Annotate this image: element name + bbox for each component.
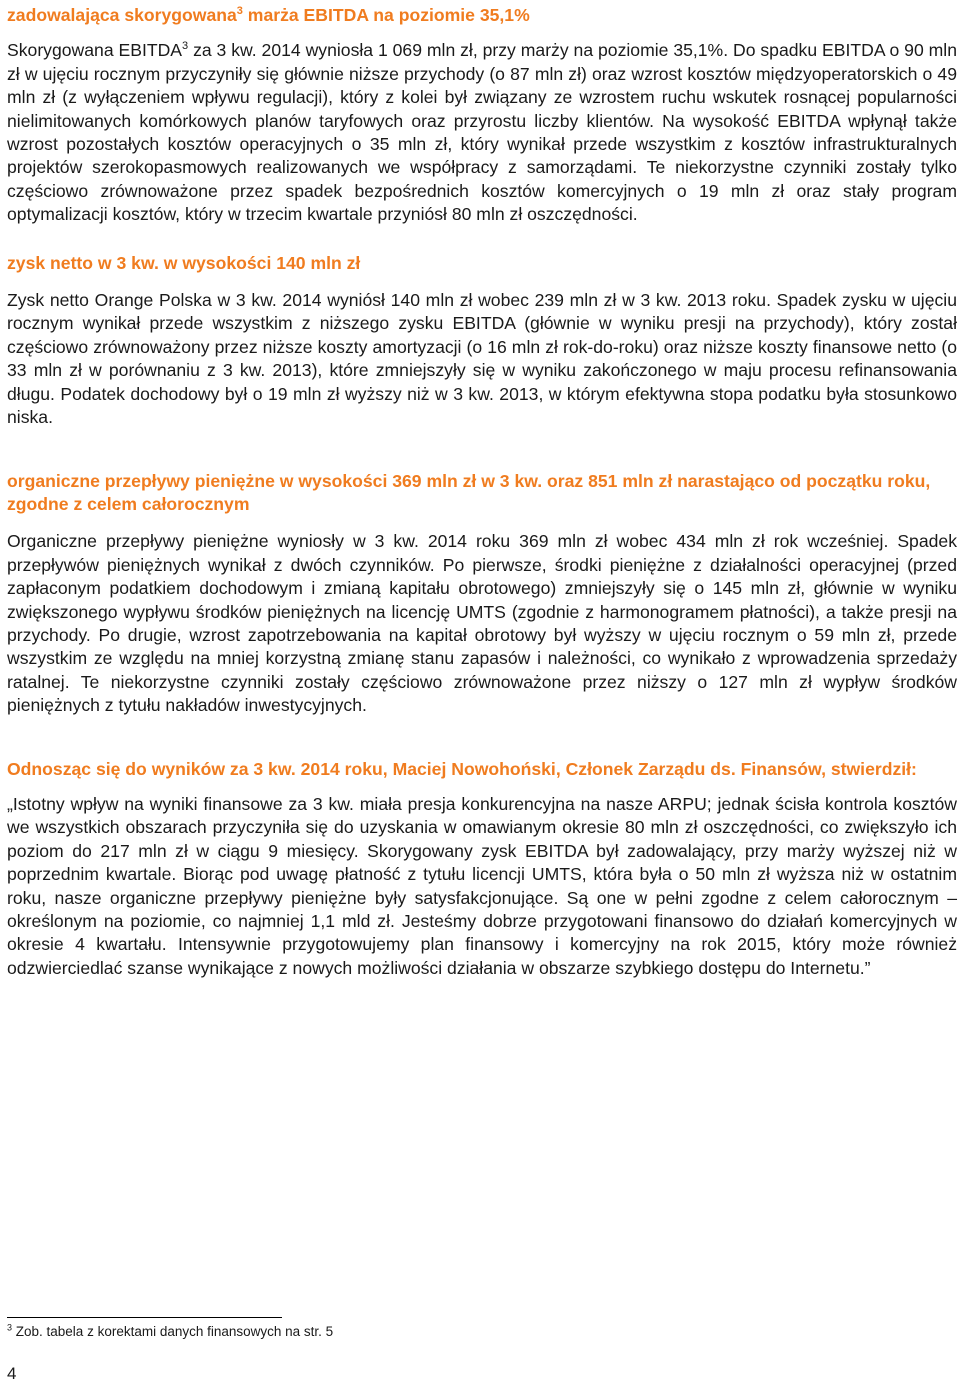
footnote-marker: 3 xyxy=(182,40,189,53)
document-page xyxy=(7,0,957,980)
footnote-text: Zob. tabela z korektami danych finansowych na str. 5 xyxy=(12,1324,334,1339)
footnote xyxy=(7,1323,333,1341)
paragraph-cfo-quote: „Istotny wpływ na wyniki finansowe za 3 kw. miała presja konkurencyjna na nasze ARPU; jednak ścisła kontrola kosztów we wszystkich obszarach przyczyniła się do uzyskania w omawianym okresie 80 mln zł oszczędności, co zwiększyło ich poziom do 217 mln zł w ciągu 9 miesięcy. Skorygowany zysk EBITDA był zadowalający, przy marży wyższej niż w poprzednim kwartale. Biorąc pod uwagę płatność z tytułu licencji UMTS, która była o 50 mln zł wyższa niż w ostatnim roku, nasze organiczne przepływy pieniężne były satysfakcjonujące. Są one w pełni zgodne z celem całorocznym – określonym na poziomie, co najmniej 1,1 mld zł. Jesteśmy dobrze przygotowani finansowo do działań komercyjnych w okresie 4 kwartału. Intensywnie przygotowujemy plan finansowy i komercyjny na rok 2015, który może również odzwierciedlać szanse wynikające z nowych możliwości działania w obszarze szybkiego dostępu do Internetu.” xyxy=(7,793,957,978)
heading-cash-flows: organiczne przepływy pieniężne w wysokości 369 mln zł w 3 kw. oraz 851 mln zł narastająco od początku roku, zgodne z celem całorocznym xyxy=(7,470,931,514)
paragraph-ebitda xyxy=(7,39,957,226)
paragraph-cash-flows: Organiczne przepływy pieniężne wyniosły w 3 kw. 2014 roku 369 mln zł wobec 434 mln zł rok wcześniej. Spadek przepływów pieniężnych wynikał z dwóch czynników. Po pierwsze, środki pieniężne z działalności operacyjnej (przed zapłaconym podatkiem dochodowym i zmianą kapitału obrotowego) zmniejszyły się o 145 mln zł, głównie w wyniku zwiększonego wypływu środków pieniężnych na licencję UMTS (zgodnie z harmonogramem płatności), a także presji na przychody. Po drugie, wzrost zapotrzebowania na kapitał obrotowy był wyższy w ujęciu rocznym o 59 mln zł, przede wszystkim ze względu na mniej korzystną zmianę stanu zapasów i należności, co wynikało z wprowadzenia sprzedaży ratalnej. Te niekorzystne czynniki zostały częściowo zrównoważone przez niższy o 127 mln zł wypływ środków pieniężnych z tytułu nakładów inwestycyjnych. xyxy=(7,531,957,716)
paragraph-text: Skorygowana EBITDA xyxy=(7,40,183,61)
heading-ebitda-margin xyxy=(7,4,957,27)
heading-cfo-quote: Odnosząc się do wyników za 3 kw. 2014 roku, Maciej Nowohoński, Członek Zarządu ds. Finansów, stwierdził: xyxy=(7,758,917,779)
footnote-marker: 3 xyxy=(7,1322,13,1333)
paragraph-text: za 3 kw. 2014 wyniosła 1 069 mln zł, przy marży na poziomie 35,1%. Do spadku EBITDA o 90 mln zł w ujęciu rocznym przyczyniły się głównie niższe przychody (o 87 mln zł) oraz wzrost kosztów międzyoperatorskich o 49 mln zł (z wyłączeniem wpływu regulacji), który z kolei był związany ze wzrostem ruchu wskutek rosnącej popularności nielimitowanych komórkowych planów taryfowych oraz przyrostu liczby klientów. Na wysokość EBITDA wpłynął także wzrost pozostałych kosztów operacyjnych o 35 mln zł, który wynikał przede wszystkim z kosztów infrastrukturalnych projektów szerokopasmowych realizowanych we współpracy z samorządami. Te niekorzystne czynniki zostały tylko częściowo zrównoważone przez spadek bezpośrednich kosztów komercyjnych o 19 mln zł oraz stały program optymalizacji kosztów, który w trzecim kwartale przyniósł 80 mln zł oszczędności. xyxy=(7,40,957,225)
page-number: 4 xyxy=(7,1364,17,1383)
heading-text: marża EBITDA na poziomie 35,1% xyxy=(242,5,530,25)
heading-net-profit: zysk netto w 3 kw. w wysokości 140 mln zł xyxy=(7,252,361,273)
paragraph-net-profit: Zysk netto Orange Polska w 3 kw. 2014 wyniósł 140 mln zł wobec 239 mln zł w 3 kw. 2013 roku. Spadek zysku w ujęciu rocznym wynikał przede wszystkim z niższego zysku EBITDA (głównie w wyniku presji na przychody), który został częściowo zrównoważony przez niższe koszty amortyzacji (o 16 mln zł rok-do-roku) oraz niższe koszty finansowe netto (o 33 mln zł w porównaniu z 3 kw. 2013), które zmniejszyły się w wyniku zakończonego w maju procesu refinansowania długu. Podatek dochodowy był o 19 mln zł wyższy niż w 3 kw. 2013, w którym efektywna stopa podatku była stosunkowo niska. xyxy=(7,290,957,428)
footnote-marker: 3 xyxy=(236,5,243,18)
footnote-separator xyxy=(7,1317,282,1318)
heading-text: zadowalająca skorygowana xyxy=(7,5,237,25)
